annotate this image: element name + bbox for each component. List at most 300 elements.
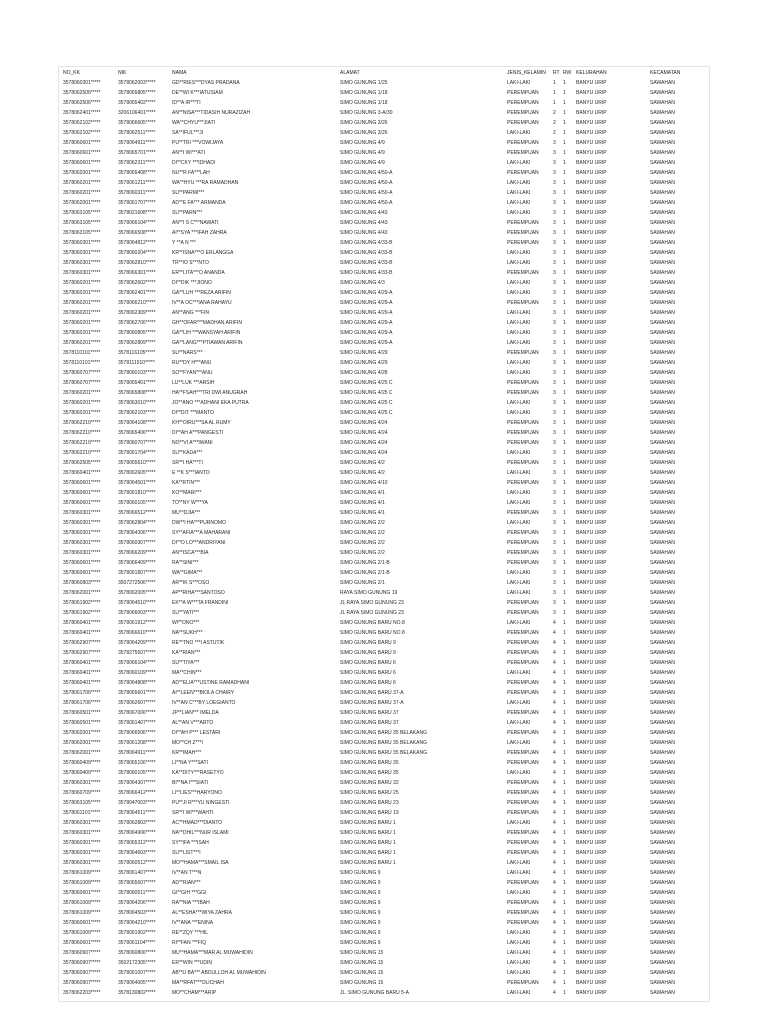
- cell-no-kk: 3578060601*****: [63, 480, 101, 486]
- cell-kecamatan: SAWAHAN: [650, 730, 675, 736]
- cell-kelurahan: BANYU URIP: [576, 830, 607, 836]
- cell-rw: 1: [563, 770, 566, 776]
- cell-rw: 1: [563, 240, 566, 246]
- cell-kecamatan: SAWAHAN: [650, 270, 675, 276]
- cell-rt: 4: [553, 890, 556, 896]
- cell-no-kk: 3578060707*****: [63, 380, 101, 386]
- cell-nik: 3578066209*****: [118, 550, 156, 556]
- table-header: [63, 68, 708, 78]
- cell-rt: 3: [553, 220, 556, 226]
- table-row: [63, 478, 708, 488]
- cell-jenis-kelamin: LAKI-LAKI: [507, 130, 531, 136]
- cell-rw: 1: [563, 450, 566, 456]
- cell-kecamatan: SAWAHAN: [650, 410, 675, 416]
- cell-rt: 4: [553, 880, 556, 886]
- cell-nik: 3578064005*****: [118, 980, 156, 986]
- cell-alamat: SIMO GUNUNG 9: [340, 930, 381, 936]
- cell-kelurahan: BANYU URIP: [576, 930, 607, 936]
- cell-kelurahan: BANYU URIP: [576, 470, 607, 476]
- cell-alamat: SIMO GUNUNG BARU 1: [340, 830, 396, 836]
- cell-rt: 3: [553, 170, 556, 176]
- cell-rw: 1: [563, 300, 566, 306]
- cell-rw: 1: [563, 280, 566, 286]
- table-row: [63, 908, 708, 918]
- cell-alamat: SIMO GUNUNG 2/2: [340, 520, 385, 526]
- cell-jenis-kelamin: LAKI-LAKI: [507, 720, 531, 726]
- cell-no-kk: 3578060709*****: [63, 790, 101, 796]
- cell-alamat: SIMO GUNUNG BARU 19: [340, 810, 399, 816]
- cell-rw: 1: [563, 120, 566, 126]
- cell-nik: 3578064108*****: [118, 420, 156, 426]
- cell-jenis-kelamin: LAKI-LAKI: [507, 180, 531, 186]
- cell-nik: 3578066301*****: [118, 270, 156, 276]
- header-jenis-kelamin: JENIS_KELAMIN: [507, 70, 546, 76]
- cell-jenis-kelamin: LAKI-LAKI: [507, 280, 531, 286]
- table-row: [63, 868, 708, 878]
- cell-kecamatan: SAWAHAN: [650, 380, 675, 386]
- cell-jenis-kelamin: PEREMPUAN: [507, 530, 539, 536]
- cell-rw: 1: [563, 820, 566, 826]
- cell-rw: 1: [563, 810, 566, 816]
- cell-no-kk: 3578060301*****: [63, 80, 101, 86]
- cell-alamat: SIMO GUNUNG 4/50-A: [340, 190, 393, 196]
- cell-kecamatan: SAWAHAN: [650, 230, 675, 236]
- cell-rw: 1: [563, 530, 566, 536]
- cell-nama: SU**YATI***: [172, 610, 200, 616]
- cell-nama: RE**TNO ***I ASTUTIK: [172, 640, 225, 646]
- cell-rt: 3: [553, 300, 556, 306]
- cell-alamat: SIMO GUNUNG 4/43: [340, 220, 388, 226]
- cell-jenis-kelamin: PEREMPUAN: [507, 830, 539, 836]
- cell-no-kk: 3578061706*****: [63, 700, 101, 706]
- cell-kecamatan: SAWAHAN: [650, 130, 675, 136]
- cell-rt: 4: [553, 850, 556, 856]
- cell-nama: BI**NA I***SIATI: [172, 780, 209, 786]
- cell-no-kk: 3578060907*****: [63, 970, 101, 976]
- cell-nik: 3578061007*****: [118, 970, 156, 976]
- cell-kecamatan: SAWAHAN: [650, 700, 675, 706]
- cell-alamat: SIMO GUNUNG 1/25: [340, 80, 388, 86]
- cell-no-kk: 3578062506*****: [63, 90, 101, 96]
- cell-no-kk: 3578060907*****: [63, 950, 101, 956]
- cell-kelurahan: BANYU URIP: [576, 660, 607, 666]
- cell-no-kk: 3578060301*****: [63, 510, 101, 516]
- cell-jenis-kelamin: PEREMPUAN: [507, 240, 539, 246]
- cell-rw: 1: [563, 860, 566, 866]
- cell-rt: 4: [553, 910, 556, 916]
- cell-kelurahan: BANYU URIP: [576, 460, 607, 466]
- cell-rt: 4: [553, 680, 556, 686]
- cell-alamat: JL RAYA SIMO GUNUNG 23: [340, 610, 404, 616]
- cell-jenis-kelamin: PEREMPUAN: [507, 230, 539, 236]
- cell-no-kk: 3578060301*****: [63, 850, 101, 856]
- cell-rw: 1: [563, 90, 566, 96]
- cell-kecamatan: SAWAHAN: [650, 540, 675, 546]
- cell-kecamatan: SAWAHAN: [650, 610, 675, 616]
- cell-rw: 1: [563, 980, 566, 986]
- cell-nama: SY**AFIA***A MAHARANI: [172, 530, 231, 536]
- cell-alamat: SIMO GUNUNG BARU NO.8: [340, 620, 405, 626]
- cell-alamat: SIMO GUNUNG BARU 1: [340, 850, 396, 856]
- cell-nama: MA**RFAT***OLICHAH: [172, 980, 224, 986]
- cell-jenis-kelamin: LAKI-LAKI: [507, 890, 531, 896]
- cell-kecamatan: SAWAHAN: [650, 590, 675, 596]
- cell-kecamatan: SAWAHAN: [650, 390, 675, 396]
- cell-nik: 3578062511*****: [118, 130, 156, 136]
- cell-no-kk: 3578060301*****: [63, 260, 101, 266]
- cell-rw: 1: [563, 830, 566, 836]
- table-row: [63, 428, 708, 438]
- cell-nama: AI**LEEN***BIOLA CHAIRY: [172, 690, 235, 696]
- cell-rt: 3: [553, 350, 556, 356]
- cell-kecamatan: SAWAHAN: [650, 950, 675, 956]
- cell-rw: 1: [563, 130, 566, 136]
- cell-kelurahan: BANYU URIP: [576, 220, 607, 226]
- cell-kecamatan: SAWAHAN: [650, 690, 675, 696]
- cell-nama: IV**AN T***N: [172, 870, 202, 876]
- cell-kelurahan: BANYU URIP: [576, 880, 607, 886]
- table-row: [63, 328, 708, 338]
- cell-rt: 4: [553, 800, 556, 806]
- cell-nik: 3578066506*****: [118, 730, 156, 736]
- cell-kecamatan: SAWAHAN: [650, 90, 675, 96]
- header-kelurahan: KELURAHAN: [576, 70, 607, 76]
- cell-jenis-kelamin: LAKI-LAKI: [507, 290, 531, 296]
- cell-no-kk: 3578061009*****: [63, 870, 101, 876]
- cell-nama: AN**I S C***NAWATI: [172, 220, 219, 226]
- cell-rw: 1: [563, 870, 566, 876]
- cell-kelurahan: BANYU URIP: [576, 980, 607, 986]
- cell-nama: MU**DJIA***: [172, 510, 201, 516]
- cell-nik: 3578061211*****: [118, 180, 156, 186]
- table-row: [63, 518, 708, 528]
- cell-nama: WA**HYU ***RA RAMADHAN: [172, 180, 239, 186]
- cell-no-kk: 3578063105*****: [63, 800, 101, 806]
- cell-no-kk: 3578060601*****: [63, 490, 101, 496]
- cell-no-kk: 3578062102*****: [63, 120, 101, 126]
- cell-kelurahan: BANYU URIP: [576, 680, 607, 686]
- cell-kecamatan: SAWAHAN: [650, 320, 675, 326]
- cell-kelurahan: BANYU URIP: [576, 310, 607, 316]
- cell-rw: 1: [563, 990, 566, 996]
- cell-kelurahan: BANYU URIP: [576, 790, 607, 796]
- cell-jenis-kelamin: LAKI-LAKI: [507, 340, 531, 346]
- cell-kelurahan: BANYU URIP: [576, 380, 607, 386]
- cell-no-kk: 3578060401*****: [63, 680, 101, 686]
- cell-kecamatan: SAWAHAN: [650, 160, 675, 166]
- cell-kelurahan: BANYU URIP: [576, 810, 607, 816]
- cell-alamat: SIMO GUNUNG 9: [340, 890, 381, 896]
- header-kecamatan: KECAMATAN: [650, 70, 681, 76]
- cell-rw: 1: [563, 660, 566, 666]
- cell-nik: 3578060105*****: [118, 770, 156, 776]
- table-row: [63, 338, 708, 348]
- cell-nik: 3578064808*****: [118, 680, 156, 686]
- cell-rw: 1: [563, 200, 566, 206]
- cell-alamat: SIMO GUNUNG 4/33-B: [340, 240, 393, 246]
- cell-kelurahan: BANYU URIP: [576, 450, 607, 456]
- cell-alamat: SIMO GUNUNG 4/25 C: [340, 390, 393, 396]
- cell-rt: 4: [553, 640, 556, 646]
- cell-rt: 4: [553, 920, 556, 926]
- cell-kecamatan: SAWAHAN: [650, 870, 675, 876]
- cell-jenis-kelamin: LAKI-LAKI: [507, 670, 531, 676]
- cell-nik: 3578064911*****: [118, 140, 156, 146]
- cell-alamat: SIMO GUNUNG 4/29-A: [340, 310, 393, 316]
- cell-nama: SU**KADA***: [172, 450, 203, 456]
- cell-kecamatan: SAWAHAN: [650, 600, 675, 606]
- cell-nama: JO**ANO ***ADHANI EKA PUTRA: [172, 400, 249, 406]
- cell-kelurahan: BANYU URIP: [576, 110, 607, 116]
- cell-rw: 1: [563, 270, 566, 276]
- cell-kecamatan: SAWAHAN: [650, 180, 675, 186]
- cell-rt: 3: [553, 210, 556, 216]
- cell-jenis-kelamin: PEREMPUAN: [507, 680, 539, 686]
- cell-alamat: SIMO GUNUNG 4/1: [340, 510, 385, 516]
- table-row: [63, 508, 708, 518]
- cell-kecamatan: SAWAHAN: [650, 330, 675, 336]
- cell-alamat: SIMO GUNUNG BARU 37: [340, 720, 399, 726]
- cell-nama: AR**IK S***OSO: [172, 580, 210, 586]
- cell-kecamatan: SAWAHAN: [650, 470, 675, 476]
- cell-nama: RA**SINI***: [172, 560, 199, 566]
- cell-alamat: SIMO GUNUNG BARU 25: [340, 790, 399, 796]
- cell-kelurahan: BANYU URIP: [576, 820, 607, 826]
- cell-nama: MU**HAMA***MAR AL MUWAHIDIN: [172, 950, 253, 956]
- header-rt: RT: [553, 70, 560, 76]
- cell-nik: 3578060805*****: [118, 330, 156, 336]
- cell-rt: 4: [553, 760, 556, 766]
- cell-jenis-kelamin: LAKI-LAKI: [507, 320, 531, 326]
- cell-rt: 3: [553, 140, 556, 146]
- cell-alamat: SIMO GUNUNG BARU 6: [340, 670, 396, 676]
- cell-rt: 3: [553, 410, 556, 416]
- cell-nama: HA**FSAH***TRI DWI ANUGRAH: [172, 390, 248, 396]
- table-row: [63, 688, 708, 698]
- cell-jenis-kelamin: PEREMPUAN: [507, 430, 539, 436]
- cell-nik: 3578062602*****: [118, 280, 156, 286]
- cell-no-kk: 3578060409*****: [63, 760, 101, 766]
- cell-alamat: SIMO GUNUNG 1/18: [340, 100, 388, 106]
- cell-kecamatan: SAWAHAN: [650, 210, 675, 216]
- cell-alamat: SIMO GUNUNG 1/18: [340, 90, 388, 96]
- cell-nama: AD**RIAN***: [172, 880, 201, 886]
- cell-rt: 3: [553, 430, 556, 436]
- table-row: [63, 198, 708, 208]
- cell-nama: Y **A N ***: [172, 240, 196, 246]
- cell-nama: GA**LIH ***WANSYAH ARIFIN: [172, 330, 241, 336]
- cell-jenis-kelamin: LAKI-LAKI: [507, 250, 531, 256]
- cell-rw: 1: [563, 950, 566, 956]
- cell-jenis-kelamin: LAKI-LAKI: [507, 500, 531, 506]
- cell-kelurahan: BANYU URIP: [576, 390, 607, 396]
- cell-jenis-kelamin: PEREMPUAN: [507, 640, 539, 646]
- table-row: [63, 268, 708, 278]
- cell-nik: 3578111510*****: [118, 360, 155, 366]
- cell-nama: IV**ANA ***ENINA: [172, 920, 214, 926]
- cell-kelurahan: BANYU URIP: [576, 250, 607, 256]
- cell-kelurahan: BANYU URIP: [576, 970, 607, 976]
- table-row: [63, 238, 708, 248]
- table-row: [63, 718, 708, 728]
- cell-alamat: SIMO GUNUNG 4/24: [340, 440, 388, 446]
- cell-nik: 3578061208*****: [118, 740, 156, 746]
- cell-no-kk: 3578060201*****: [63, 320, 101, 326]
- cell-no-kk: 3578060907*****: [63, 960, 101, 966]
- table-row: [63, 558, 708, 568]
- cell-kecamatan: SAWAHAN: [650, 980, 675, 986]
- cell-alamat: SIMO GUNUNG 4/9: [340, 160, 385, 166]
- cell-nama: SO**FYAN***ANU: [172, 370, 213, 376]
- cell-nama: NO**VI A***IWANI: [172, 440, 213, 446]
- cell-rw: 1: [563, 440, 566, 446]
- cell-no-kk: 3578062001*****: [63, 750, 101, 756]
- cell-nama: AB**U BA*** ABDULLOH AL MUWAHIDIN: [172, 970, 266, 976]
- cell-jenis-kelamin: LAKI-LAKI: [507, 310, 531, 316]
- cell-jenis-kelamin: LAKI-LAKI: [507, 400, 531, 406]
- cell-rw: 1: [563, 260, 566, 266]
- cell-kecamatan: SAWAHAN: [650, 200, 675, 206]
- cell-nik: 3578065401*****: [118, 380, 156, 386]
- cell-no-kk: 3578061902*****: [63, 600, 101, 606]
- cell-jenis-kelamin: LAKI-LAKI: [507, 950, 531, 956]
- cell-kelurahan: BANYU URIP: [576, 570, 607, 576]
- cell-nik: 3578062809*****: [118, 340, 156, 346]
- cell-rt: 4: [553, 670, 556, 676]
- cell-kelurahan: BANYU URIP: [576, 200, 607, 206]
- cell-nama: KR**ISNA***O ERLANGGA: [172, 250, 234, 256]
- cell-kelurahan: BANYU URIP: [576, 170, 607, 176]
- cell-no-kk: 3578060201*****: [63, 400, 101, 406]
- table-row: [63, 898, 708, 908]
- cell-kecamatan: SAWAHAN: [650, 190, 675, 196]
- cell-kecamatan: SAWAHAN: [650, 440, 675, 446]
- cell-kelurahan: BANYU URIP: [576, 720, 607, 726]
- cell-kecamatan: SAWAHAN: [650, 80, 675, 86]
- cell-nik: 3578062005*****: [118, 590, 156, 596]
- cell-rt: 3: [553, 550, 556, 556]
- cell-nik: 3578275507*****: [118, 650, 156, 656]
- table-row: [63, 218, 708, 228]
- cell-rt: 3: [553, 360, 556, 366]
- cell-jenis-kelamin: PEREMPUAN: [507, 420, 539, 426]
- cell-alamat: SIMO GUNUNG BARU 35 BELAKANG: [340, 740, 427, 746]
- cell-kelurahan: BANYU URIP: [576, 750, 607, 756]
- cell-no-kk: 3578062907*****: [63, 650, 101, 656]
- cell-no-kk: 3578061009*****: [63, 880, 101, 886]
- cell-rt: 1: [553, 100, 556, 106]
- cell-nik: 3578047003*****: [118, 800, 156, 806]
- table-row: [63, 168, 708, 178]
- cell-kelurahan: BANYU URIP: [576, 690, 607, 696]
- cell-no-kk: 3578061009*****: [63, 900, 101, 906]
- cell-kecamatan: SAWAHAN: [650, 220, 675, 226]
- cell-nik: 3578061104*****: [118, 940, 156, 946]
- cell-nama: MO**HAMA***SMAIL ISA: [172, 860, 229, 866]
- table-row: [63, 838, 708, 848]
- table-row: [63, 98, 708, 108]
- cell-rt: 1: [553, 90, 556, 96]
- cell-rw: 1: [563, 330, 566, 336]
- cell-alamat: SIMO GUNUNG 4/25 C: [340, 410, 393, 416]
- cell-jenis-kelamin: LAKI-LAKI: [507, 410, 531, 416]
- cell-kelurahan: BANYU URIP: [576, 410, 607, 416]
- cell-kelurahan: BANYU URIP: [576, 900, 607, 906]
- cell-no-kk: 3578060201*****: [63, 300, 101, 306]
- cell-rt: 4: [553, 690, 556, 696]
- cell-rw: 1: [563, 400, 566, 406]
- cell-nik: 3578061704*****: [118, 450, 156, 456]
- cell-alamat: SIMO GUNUNG 4/24: [340, 430, 388, 436]
- table-row: [63, 808, 708, 818]
- cell-nik: 3578064206*****: [118, 900, 156, 906]
- cell-nama: AN**I WI***ATI: [172, 150, 205, 156]
- cell-kecamatan: SAWAHAN: [650, 170, 675, 176]
- cell-nik: 3578066104*****: [118, 660, 156, 666]
- cell-nama: RI**FAN ***FIQ: [172, 940, 207, 946]
- header-nama: NAMA: [172, 70, 187, 76]
- table-row: [63, 628, 708, 638]
- cell-rw: 1: [563, 640, 566, 646]
- cell-no-kk: 3578062203*****: [63, 990, 101, 996]
- cell-nik: 3578066003*****: [118, 610, 156, 616]
- table-row: [63, 248, 708, 258]
- cell-jenis-kelamin: PEREMPUAN: [507, 980, 539, 986]
- cell-nik: 3578061707*****: [118, 200, 156, 206]
- cell-kecamatan: SAWAHAN: [650, 900, 675, 906]
- cell-nik: 3578065406*****: [118, 430, 156, 436]
- cell-rt: 4: [553, 970, 556, 976]
- cell-nik: 3578064307*****: [118, 780, 156, 786]
- cell-jenis-kelamin: PEREMPUAN: [507, 460, 539, 466]
- cell-nama: SA**IFUL***JI: [172, 130, 204, 136]
- cell-rt: 3: [553, 290, 556, 296]
- cell-jenis-kelamin: LAKI-LAKI: [507, 770, 531, 776]
- cell-kelurahan: BANYU URIP: [576, 800, 607, 806]
- cell-kelurahan: BANYU URIP: [576, 670, 607, 676]
- cell-alamat: SIMO GUNUNG 3-A/30: [340, 110, 393, 116]
- cell-jenis-kelamin: LAKI-LAKI: [507, 490, 531, 496]
- cell-nama: AC**HMAD***DIANTO: [172, 820, 223, 826]
- cell-nik: 3578062607*****: [118, 700, 156, 706]
- cell-nama: ID**A IR***TI: [172, 100, 201, 106]
- cell-jenis-kelamin: PEREMPUAN: [507, 140, 539, 146]
- cell-kelurahan: BANYU URIP: [576, 580, 607, 586]
- cell-nik: 3578065402*****: [118, 100, 156, 106]
- cell-nama: GA**LUH ***REZA ARIFIN: [172, 290, 231, 296]
- cell-kecamatan: SAWAHAN: [650, 280, 675, 286]
- cell-alamat: SIMO GUNUNG 4/29-A: [340, 320, 393, 326]
- cell-rw: 1: [563, 100, 566, 106]
- cell-alamat: SIMO GUNUNG BARU 35: [340, 770, 399, 776]
- cell-rt: 3: [553, 390, 556, 396]
- cell-jenis-kelamin: PEREMPUAN: [507, 380, 539, 386]
- table-row: [63, 578, 708, 588]
- cell-nama: MO**CH Z***I: [172, 740, 203, 746]
- cell-alamat: SIMO GUNUNG 4/24: [340, 420, 388, 426]
- table-row: [63, 398, 708, 408]
- cell-no-kk: 3578060301*****: [63, 860, 101, 866]
- cell-jenis-kelamin: PEREMPUAN: [507, 120, 539, 126]
- cell-rt: 3: [553, 200, 556, 206]
- cell-no-kk: 3578060501*****: [63, 720, 101, 726]
- table-row: [63, 848, 708, 858]
- cell-no-kk: 3578060301*****: [63, 780, 101, 786]
- cell-nama: AD**E FA*** ARMANDA: [172, 200, 226, 206]
- cell-alamat: SIMO GUNUNG BARU 37-A: [340, 690, 404, 696]
- cell-kelurahan: BANYU URIP: [576, 270, 607, 276]
- cell-alamat: SIMO GUNUNG 4/10: [340, 480, 388, 486]
